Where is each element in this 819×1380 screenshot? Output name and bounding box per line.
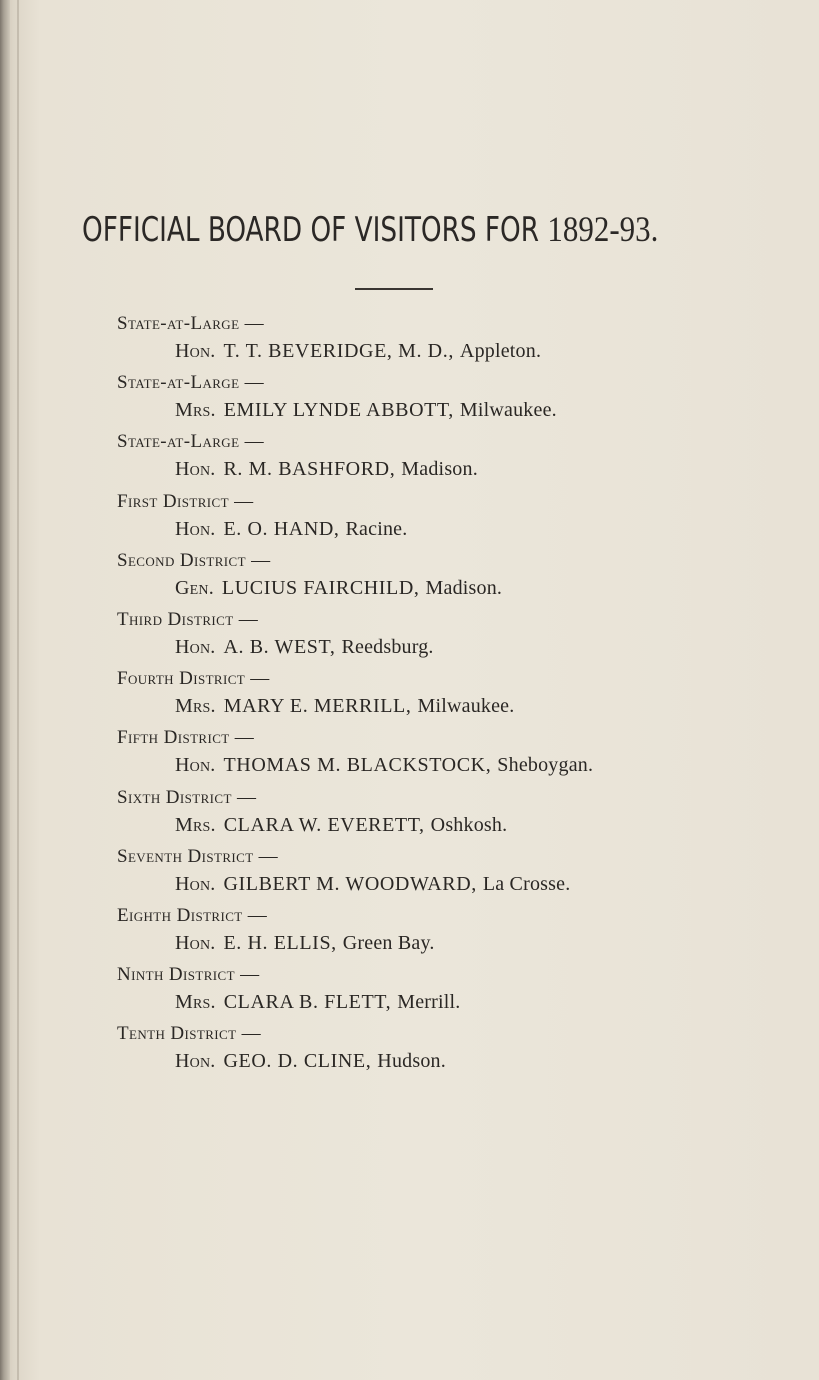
district-label	[117, 787, 256, 809]
visitor-place: Racine.	[345, 517, 408, 540]
district-label	[117, 550, 270, 572]
title-year: 1892-93.	[547, 209, 659, 249]
district-label	[117, 1023, 261, 1045]
visitor-title: Hon.	[175, 931, 216, 954]
visitor-line	[175, 814, 507, 837]
district-label	[117, 668, 270, 690]
visitor-title: Hon.	[175, 458, 216, 481]
district-text: Fourth District —	[117, 668, 270, 690]
visitor-entry	[117, 787, 797, 846]
visitor-title: Mrs.	[175, 991, 216, 1014]
district-text: Eighth District —	[117, 904, 268, 926]
district-text: Ninth District —	[117, 964, 260, 986]
title-text: OFFICIAL BOARD OF VISITORS FOR	[82, 210, 540, 250]
visitor-name: GILBERT M. WOODWARD,	[223, 872, 477, 895]
visitor-place: Madison.	[425, 576, 503, 599]
visitor-entry	[117, 550, 797, 609]
visitor-place: Green Bay.	[342, 931, 435, 954]
district-label	[117, 905, 267, 927]
visitor-name: E. O. HAND,	[223, 517, 340, 540]
visitor-place: La Crosse.	[482, 872, 571, 895]
visitor-title: Gen.	[175, 576, 214, 599]
visitor-line	[175, 1050, 446, 1073]
visitor-name: EMILY LYNDE ABBOTT,	[223, 399, 454, 422]
visitor-line	[175, 518, 407, 541]
district-text: Second District —	[117, 549, 271, 571]
visitor-entry	[117, 609, 797, 668]
visitor-place: Appleton.	[459, 340, 542, 362]
visitor-title: Hon.	[175, 635, 216, 658]
book-binding	[0, 0, 10, 1380]
visitor-entry	[117, 491, 797, 550]
visitor-title: Hon.	[175, 340, 216, 362]
district-label	[117, 964, 260, 986]
visitor-entry	[117, 727, 797, 786]
visitor-entry	[117, 431, 797, 490]
visitor-entry	[117, 313, 797, 372]
visitor-place: Oshkosh.	[430, 813, 508, 836]
district-label	[117, 846, 278, 868]
district-text: Sixth District —	[117, 786, 257, 808]
district-label	[117, 491, 253, 513]
visitor-name: MARY E. MERRILL,	[223, 695, 412, 718]
district-text: Tenth District —	[117, 1023, 261, 1045]
visitor-line	[175, 577, 502, 600]
visitor-place: Hudson.	[377, 1050, 446, 1073]
district-label	[117, 431, 264, 453]
visitor-title: Hon.	[175, 517, 216, 540]
district-text: State-at-Large —	[117, 313, 264, 334]
visitor-line	[175, 340, 541, 363]
visitor-name: LUCIUS FAIRCHILD,	[221, 576, 420, 599]
visitor-entry	[117, 846, 797, 905]
district-text: Seventh District —	[117, 845, 279, 867]
visitor-line	[175, 458, 478, 481]
visitor-entry	[117, 964, 797, 1023]
visitor-name: A. B. WEST,	[223, 635, 336, 658]
visitor-title: Mrs.	[175, 695, 216, 718]
visitor-place: Milwaukee.	[459, 399, 557, 422]
visitor-title: Hon.	[175, 754, 216, 777]
visitor-entry	[117, 372, 797, 431]
visitor-title: Hon.	[175, 1050, 216, 1073]
district-label	[117, 727, 254, 749]
visitor-title: Mrs.	[175, 813, 216, 836]
district-label	[117, 313, 264, 335]
visitor-line	[175, 873, 570, 896]
visitor-place: Milwaukee.	[417, 695, 515, 718]
visitor-line	[175, 932, 435, 955]
visitor-name: THOMAS M. BLACKSTOCK,	[223, 754, 492, 777]
district-text: Fifth District —	[117, 727, 255, 749]
visitor-line	[175, 695, 514, 718]
visitor-title: Mrs.	[175, 399, 216, 422]
visitor-name: CLARA B. FLETT,	[223, 991, 392, 1014]
visitor-name: R. M. BASHFORD,	[223, 458, 396, 481]
visitor-line	[175, 991, 461, 1014]
binding-edge	[17, 0, 19, 1380]
visitor-name: E. H. ELLIS,	[223, 931, 337, 954]
district-text: Third District —	[117, 608, 259, 630]
visitor-entry	[117, 905, 797, 964]
visitor-entry	[117, 668, 797, 727]
visitor-name: GEO. D. CLINE,	[223, 1050, 372, 1073]
district-label	[117, 372, 264, 394]
visitor-entry	[117, 1023, 797, 1082]
district-text: First District —	[117, 490, 254, 512]
district-text: State-at-Large —	[117, 372, 264, 394]
visitor-title: Hon.	[175, 872, 216, 895]
visitor-line	[175, 636, 434, 659]
page-title	[82, 208, 684, 250]
visitor-name: T. T. BEVERIDGE, M. D.,	[223, 340, 454, 362]
visitor-line	[175, 754, 593, 777]
visitor-place: Reedsburg.	[341, 635, 434, 658]
visitor-place: Madison.	[401, 458, 478, 481]
district-label	[117, 609, 258, 631]
title-rule	[355, 288, 433, 290]
visitor-line	[175, 399, 557, 422]
visitor-place: Merrill.	[397, 991, 461, 1014]
visitor-name: CLARA W. EVERETT,	[223, 813, 425, 836]
visitor-list	[117, 313, 797, 1082]
district-text: State-at-Large —	[117, 431, 264, 453]
visitor-place: Sheboygan.	[497, 754, 594, 777]
